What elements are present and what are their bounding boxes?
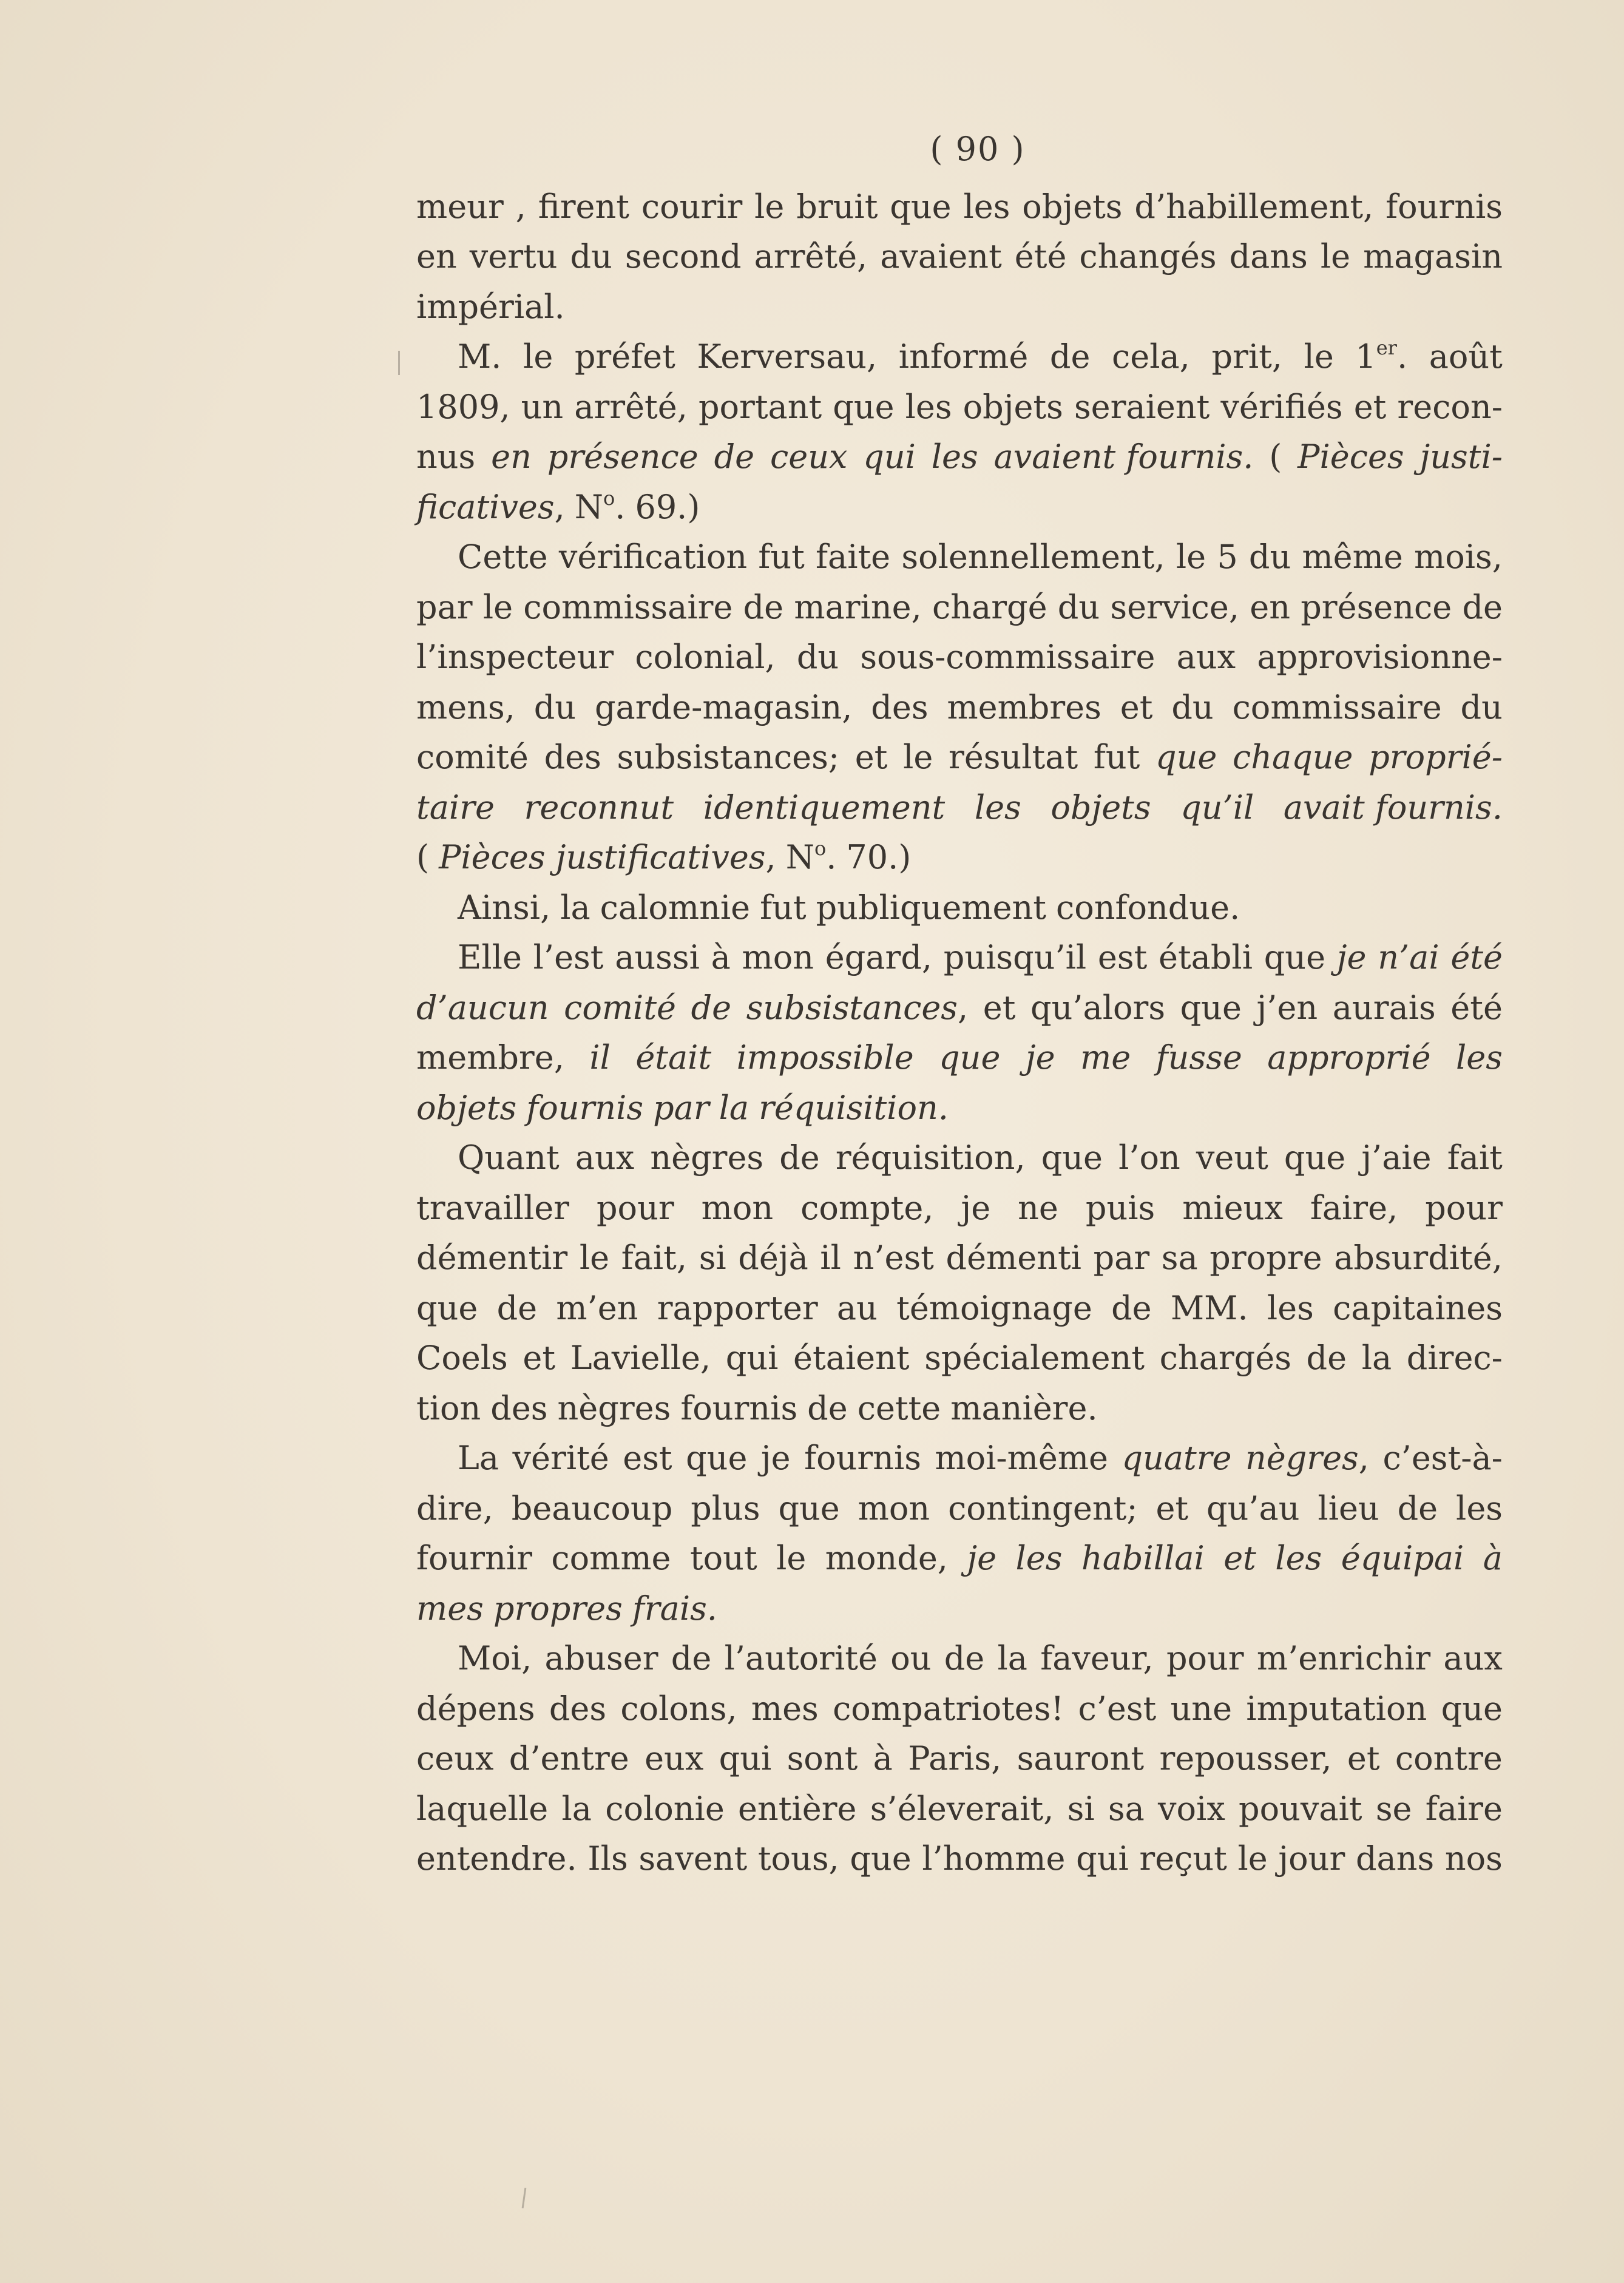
- text-line: comité des subsistances; et le résultat fut que chaque proprié-: [416, 738, 1503, 776]
- text-line: tion des nègres fournis de cette manière.: [416, 1388, 1098, 1427]
- text-line: mes propres frais.: [416, 1589, 717, 1628]
- text-line: par le commissaire de marine, chargé du service, en présence de: [416, 587, 1503, 626]
- text-line: membre, il était impossible que je me fusse approprié les: [416, 1038, 1503, 1077]
- text-line: l’inspecteur colonial, du sous-commissaire aux approvisionne-: [416, 638, 1503, 676]
- text-line: dépens des colons, mes compatriotes! c’est une imputation que: [416, 1689, 1503, 1728]
- page-text: [416, 124, 1503, 1884]
- text-line: objets fournis par la réquisition.: [416, 1088, 949, 1127]
- text-line: dire, beaucoup plus que mon contingent; et qu’au lieu de les: [416, 1489, 1503, 1527]
- text-line: Ainsi, la calomnie fut publiquement confondue.: [458, 888, 1240, 927]
- text-line: taire reconnut identiquement les objets qu’il avait fournis.: [416, 788, 1503, 827]
- text-line: La vérité est que je fournis moi-même quatre nègres, c’est-à-: [458, 1439, 1503, 1477]
- text-line: M. le préfet Kerversau, informé de cela, prit, le 1er. août: [458, 336, 1503, 376]
- text-line: laquelle la colonie entière s’éleverait, si sa voix pouvait se faire: [416, 1789, 1503, 1828]
- text-line: nus en présence de ceux qui les avaient fournis. ( Pièces justi-: [416, 438, 1503, 476]
- text-line: fournir comme tout le monde, je les habillai et les équipai à: [416, 1539, 1503, 1577]
- pencil-mark: [522, 2188, 527, 2208]
- text-line: ( Pièces justificatives, $N^o$. 70.): [416, 837, 912, 876]
- page-number: ( 90 ): [930, 130, 1026, 168]
- text-line: Moi, abuser de l’autorité ou de la faveur, pour m’enrichir aux: [458, 1639, 1503, 1677]
- text-line: démentir le fait, si déjà il n’est démenti par sa propre absurdité,: [416, 1239, 1503, 1277]
- text-line: ceux d’entre eux qui sont à Paris, sauront repousser, et contre: [416, 1739, 1503, 1777]
- text-line: mens, du garde-magasin, des membres et du commissaire du: [416, 688, 1503, 726]
- text-line: impérial.: [416, 287, 565, 326]
- text-line: 1809, un arrêté, portant que les objets seraient vérifiés et recon-: [416, 387, 1503, 426]
- margin-tick: [398, 351, 400, 375]
- text-line: Coels et Lavielle, qui étaient spécialement chargés de la direc-: [416, 1339, 1503, 1377]
- text-line: meur , firent courir le bruit que les objets d’habillement, fournis: [416, 187, 1503, 226]
- text-line: travailler pour mon compte, je ne puis mieux faire, pour: [416, 1188, 1503, 1227]
- text-line: Cette vérification fut faite solennellement, le 5 du même mois,: [458, 538, 1503, 576]
- text-line: Quant aux nègres de réquisition, que l’on veut que j’aie fait: [458, 1138, 1503, 1177]
- text-line: en vertu du second arrêté, avaient été changés dans le magasin: [416, 237, 1503, 276]
- text-line: entendre. Ils savent tous, que l’homme qui reçut le jour dans nos: [416, 1839, 1503, 1878]
- text-line: d’aucun comité de subsistances, et qu’alors que j’en aurais été: [416, 988, 1503, 1027]
- text-line: ficatives, $N^o$. 69.): [416, 486, 700, 526]
- text-line: que de m’en rapporter au témoignage de MM. les capitaines: [416, 1288, 1503, 1327]
- text-line: Elle l’est aussi à mon égard, puisqu’il est établi que je n’ai été: [458, 938, 1503, 976]
